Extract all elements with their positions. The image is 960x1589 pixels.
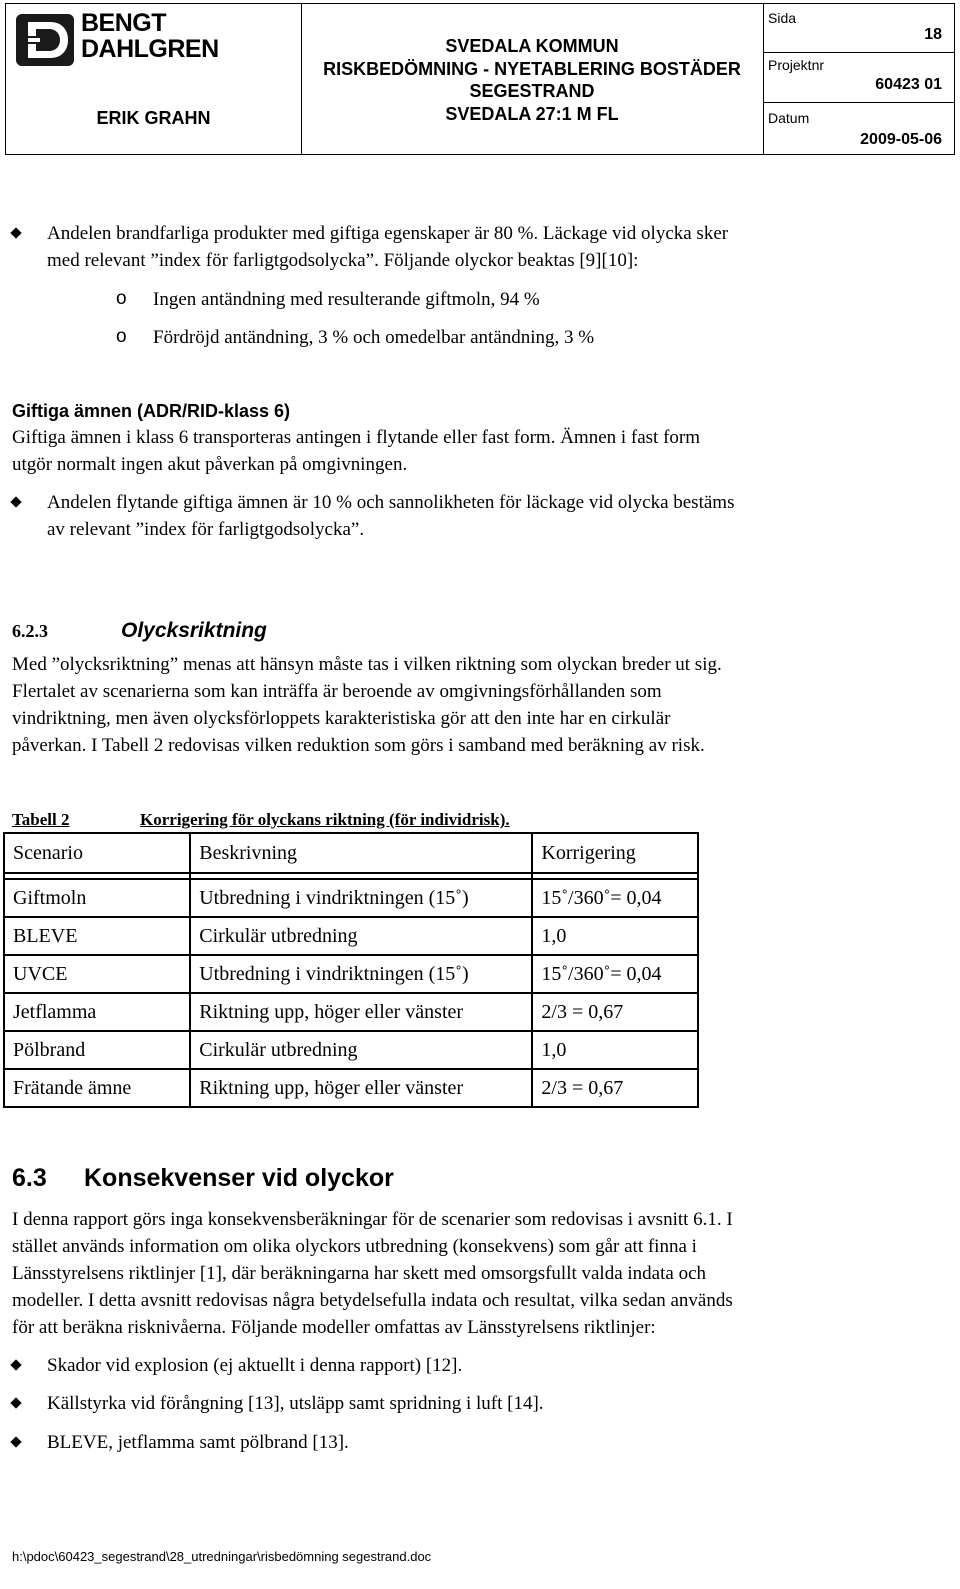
- author-name: ERIK GRAHN: [96, 108, 211, 128]
- table-cell: Cirkulär utbredning: [190, 917, 532, 955]
- text-line: Andelen flytande giftiga ämnen är 10 % och sannolikheten för läckage vid olycka bestäms: [47, 492, 735, 513]
- table-cell: Utbredning i vindriktningen (15˚): [190, 955, 532, 993]
- text-line: för att beräkna risknivåerna. Följande modeller omfattas av Länsstyrelsens riktlinjer:: [12, 1317, 656, 1338]
- text-line: utgör normalt ingen akut påverkan på omgivningen.: [12, 454, 408, 475]
- table-cell: UVCE: [4, 955, 190, 993]
- title-line4: SVEDALA 27:1 M FL: [445, 103, 619, 124]
- subsection-heading: Giftiga ämnen (ADR/RID-klass 6): [12, 401, 291, 421]
- section-heading: Olycksriktning: [121, 619, 267, 642]
- date-label: Datum: [768, 110, 810, 126]
- company-logo-icon: [16, 14, 74, 66]
- table-caption-label: Tabell 2: [12, 810, 70, 829]
- text-line: påverkan. I Tabell 2 redovisas vilken reduktion som görs i samband med beräkning av risk.: [12, 735, 705, 756]
- section-number: 6.3: [12, 1164, 47, 1192]
- paragraph: [12, 651, 947, 759]
- table-cell: Pölbrand: [4, 1031, 190, 1069]
- text-line: Flertalet av scenarierna som kan inträffa är beroende av omgivningsförhållanden som: [12, 681, 662, 702]
- table-cell: Riktning upp, höger eller vänster: [190, 993, 532, 1031]
- brand-line2: DAHLGREN: [81, 35, 219, 63]
- text-line: stället används information om olika olyckors utbredning (konsekvens) som går att finna i: [12, 1236, 697, 1257]
- bullet-diamond-icon: [10, 496, 21, 507]
- table-row: [4, 917, 698, 955]
- table-cell: 2/3 = 0,67: [532, 993, 698, 1031]
- table-header-row: [4, 833, 698, 873]
- table-cell: Cirkulär utbredning: [190, 1031, 532, 1069]
- title-line2: RISKBEDÖMNING - NYETABLERING BOSTÄDER: [323, 58, 741, 79]
- file-path-footer: h:\pdoc\60423_segestrand\28_utredningar\risbedömning segestrand.doc: [12, 1549, 432, 1564]
- title-line3: SEGESTRAND: [469, 81, 595, 101]
- page-header: [5, 3, 955, 155]
- sub-bullet-marker: o: [116, 288, 127, 309]
- company-name: [81, 10, 219, 62]
- bullet-text: Källstyrka vid förångning [13], utsläpp samt spridning i luft [14].: [47, 1393, 544, 1414]
- title-line1: SVEDALA KOMMUN: [445, 36, 619, 56]
- paragraph: [12, 1206, 947, 1341]
- text-line: Länsstyrelsens riktlinjer [1], där beräkningarna har skett med omsorgsfullt valda indata och: [12, 1263, 707, 1284]
- bullet-diamond-icon: [10, 1359, 21, 1370]
- document-title: [301, 35, 763, 125]
- section-heading: Konsekvenser vid olyckor: [84, 1164, 394, 1192]
- table-row: [4, 993, 698, 1031]
- table-cell: 1,0: [532, 1031, 698, 1069]
- sub-bullet-marker: o: [116, 326, 127, 347]
- column-header: Beskrivning: [190, 833, 532, 873]
- correction-table: [3, 832, 699, 1108]
- text-line: Giftiga ämnen i klass 6 transporteras antingen i flytande eller fast form. Ämnen i fast form: [12, 427, 701, 448]
- table-cell: 15˚/360˚= 0,04: [532, 879, 698, 917]
- text-line: Andelen brandfarliga produkter med giftiga egenskaper är 80 %. Läckage vid olycka sker: [47, 223, 729, 244]
- table-cell: Jetflamma: [4, 993, 190, 1031]
- bullet-diamond-icon: [10, 227, 21, 238]
- table-cell: 15˚/360˚= 0,04: [532, 955, 698, 993]
- bullet-text: BLEVE, jetflamma samt pölbrand [13].: [47, 1432, 349, 1453]
- table-row: [4, 955, 698, 993]
- page-number: 18: [924, 26, 942, 43]
- table-cell: 1,0: [532, 917, 698, 955]
- bullet-text: Skador vid explosion (ej aktuellt i denna rapport) [12].: [47, 1355, 463, 1376]
- table-row: [4, 879, 698, 917]
- bullet-diamond-icon: [10, 1436, 21, 1447]
- table-cell: BLEVE: [4, 917, 190, 955]
- section-number: 6.2.3: [12, 621, 48, 641]
- text-line: vindriktning, men även olycksförloppets karakteristiska gör att den inte har en cirkulär: [12, 708, 671, 729]
- table-cell: Giftmoln: [4, 879, 190, 917]
- text-line: av relevant ”index för farligtgodsolycka”.: [47, 519, 365, 540]
- brand-line1: BENGT: [81, 9, 166, 37]
- table-cell: Riktning upp, höger eller vänster: [190, 1069, 532, 1107]
- text-line: I denna rapport görs inga konsekvensberäkningar för de scenarier som redovisas i avsnitt 6.1. I: [12, 1209, 733, 1230]
- table-row: [4, 1069, 698, 1107]
- table-cell: Utbredning i vindriktningen (15˚): [190, 879, 532, 917]
- column-header: Korrigering: [532, 833, 698, 873]
- sub-bullet-text: Ingen antändning med resulterande giftmoln, 94 %: [153, 289, 540, 310]
- table-cell: 2/3 = 0,67: [532, 1069, 698, 1107]
- bullet-text: [47, 220, 947, 274]
- sub-bullet-text: Fördröjd antändning, 3 % och omedelbar antändning, 3 %: [153, 327, 595, 348]
- bullet-text: [47, 489, 947, 543]
- page-label: Sida: [768, 10, 797, 26]
- text-line: Med ”olycksriktning” menas att hänsyn måste tas i vilken riktning som olyckan breder ut sig.: [12, 654, 722, 675]
- table-cell: Frätande ämne: [4, 1069, 190, 1107]
- column-header: Scenario: [4, 833, 190, 873]
- project-label: Projektnr: [768, 57, 825, 73]
- bullet-diamond-icon: [10, 1397, 21, 1408]
- project-number: 60423 01: [875, 76, 942, 93]
- table-row: [4, 1031, 698, 1069]
- document-date: 2009-05-06: [860, 131, 942, 148]
- table-caption-text: Korrigering för olyckans riktning (för individrisk).: [140, 810, 510, 829]
- text-line: med relevant ”index för farligtgodsolycka”. Följande olyckor beaktas [9][10]:: [47, 250, 639, 271]
- paragraph: [12, 424, 947, 478]
- text-line: modeller. I detta avsnitt redovisas några betydelsefulla indata och resultat, vilka sedan används: [12, 1290, 733, 1311]
